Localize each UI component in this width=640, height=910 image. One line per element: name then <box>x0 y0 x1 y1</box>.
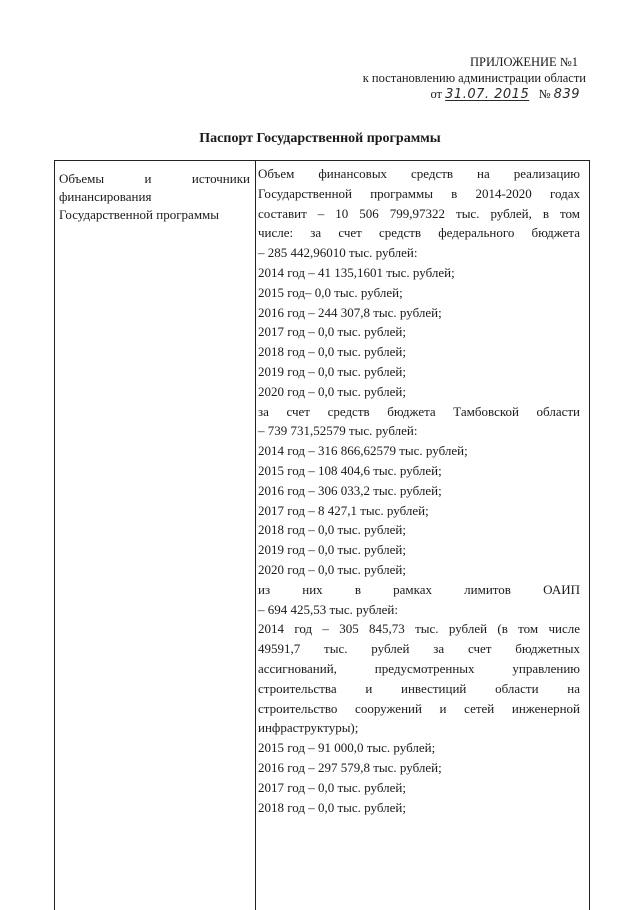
annex-date-line <box>300 86 586 103</box>
left-cell <box>59 170 250 224</box>
funding-line: – 694 425,53 тыс. рублей: <box>258 601 398 617</box>
funding-line: 2018 год – 0,0 тыс. рублей; <box>258 799 406 815</box>
funding-line: 2017 год – 0,0 тыс. рублей; <box>258 324 406 340</box>
funding-line: 2018 год – 0,0 тыс. рублей; <box>258 522 406 538</box>
left-cell-line: финансирования <box>59 189 152 204</box>
funding-line: ассигнований, предусмотренных управлению <box>258 660 580 676</box>
funding-line: 2015 год – 108 404,6 тыс. рублей; <box>258 462 442 478</box>
handwritten-number: 839 <box>553 87 580 102</box>
funding-line: 2014 год – 316 866,62579 тыс. рублей; <box>258 443 468 459</box>
ot-label: от <box>430 87 443 101</box>
funding-line: 2019 год – 0,0 тыс. рублей; <box>258 542 406 558</box>
funding-line: 2016 год – 297 579,8 тыс. рублей; <box>258 759 442 775</box>
passport-table <box>54 160 590 910</box>
funding-line: 2015 год – 91 000,0 тыс. рублей; <box>258 740 436 756</box>
handwritten-date: 31.07. 2015 <box>445 87 530 102</box>
funding-line: строительства и инвестиций области на <box>258 680 580 696</box>
number-label: № <box>538 87 551 101</box>
funding-line: 2019 год – 0,0 тыс. рублей; <box>258 363 406 379</box>
annex-title: ПРИЛОЖЕНИЕ №1 <box>469 55 578 69</box>
funding-line: за счет средств бюджета Тамбовской области <box>258 403 580 419</box>
funding-line: 2016 год – 244 307,8 тыс. рублей; <box>258 304 442 320</box>
funding-line: 2016 год – 306 033,2 тыс. рублей; <box>258 482 442 498</box>
funding-line: инфраструктуры); <box>258 720 359 736</box>
funding-line: 2020 год – 0,0 тыс. рублей; <box>258 561 406 577</box>
funding-line: – 285 442,96010 тыс. рублей: <box>258 245 418 261</box>
left-cell-line: Государственной программы <box>59 207 220 222</box>
right-cell <box>258 164 580 817</box>
funding-line: составит – 10 506 799,97322 тыс. рублей, в том <box>258 205 580 221</box>
funding-line: числе: за счет средств федерального бюджета <box>258 225 580 241</box>
funding-line: 2018 год – 0,0 тыс. рублей; <box>258 344 406 360</box>
annex-subtitle: к постановлению администрации области <box>362 71 586 85</box>
funding-line: 2014 год – 41 135,1601 тыс. рублей; <box>258 264 455 280</box>
document-title: Паспорт Государственной программы <box>199 131 441 146</box>
funding-line: Государственной программы в 2014-2020 годах <box>258 185 580 201</box>
funding-line: 2017 год – 8 427,1 тыс. рублей; <box>258 502 429 518</box>
funding-line: строительство сооружений и сетей инженерной <box>258 700 580 716</box>
funding-line: 2014 год – 305 845,73 тыс. рублей (в том числе <box>258 621 580 637</box>
funding-line: Объем финансовых средств на реализацию <box>258 166 580 181</box>
column-divider <box>255 161 256 910</box>
funding-line: 2020 год – 0,0 тыс. рублей; <box>258 383 406 399</box>
funding-line: – 739 731,52579 тыс. рублей: <box>258 423 418 439</box>
funding-line: 2015 год– 0,0 тыс. рублей; <box>258 284 403 300</box>
funding-line: 2017 год – 0,0 тыс. рублей; <box>258 779 406 795</box>
annex-header <box>300 54 586 103</box>
funding-line: из них в рамках лимитов ОАИП <box>258 581 580 597</box>
left-cell-line: Объемы и источники <box>59 171 250 186</box>
funding-line: 49591,7 тыс. рублей за счет бюджетных <box>258 641 580 657</box>
